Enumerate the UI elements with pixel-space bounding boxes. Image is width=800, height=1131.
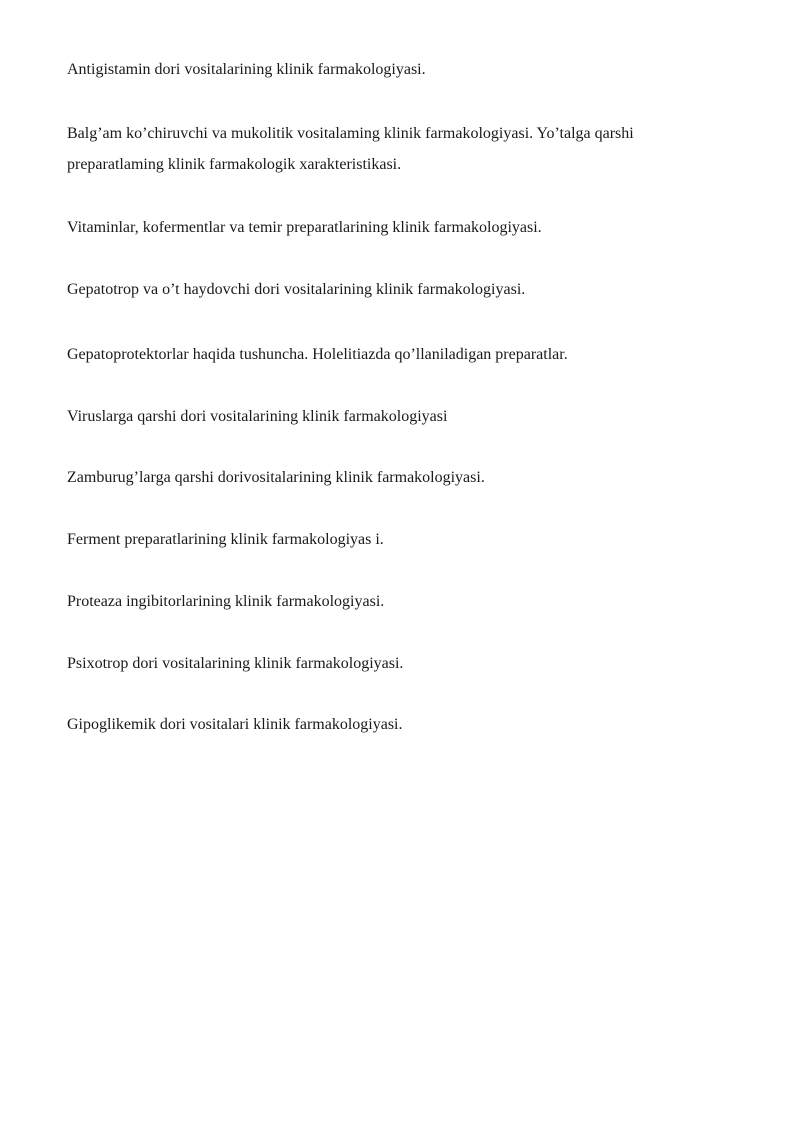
- topic-item: Proteaza ingibitorlarining klinik farmakologiyasi.: [67, 593, 385, 610]
- topic-item: Vitaminlar, kofermentlar va temir preparatlarining klinik farmakologiyasi.: [67, 219, 542, 236]
- topic-item: Gepatotrop va o’t haydovchi dori vositalarining klinik farmakologiyasi.: [67, 281, 526, 298]
- topic-item: Gepatoprotektorlar haqida tushuncha. Holelitiazda qo’llaniladigan preparatlar.: [67, 346, 568, 363]
- topic-item: Ferment preparatlarining klinik farmakologiyas i.: [67, 531, 384, 548]
- topic-item: Psixotrop dori vositalarining klinik farmakologiyasi.: [67, 655, 404, 672]
- topic-item: Antigistamin dori vositalarining klinik farmakologiyasi.: [67, 61, 426, 78]
- topic-item: Zamburug’larga qarshi dorivositalarining klinik farmakologiyasi.: [67, 469, 485, 486]
- topic-item: Gipoglikemik dori vositalari klinik farmakologiyasi.: [67, 716, 403, 733]
- topic-item: Balg’am ko’chiruvchi va mukolitik vositalaming klinik farmakologiyasi. Yo’talga qarshi preparatlaming klinik farmakologik xarakteristikasi.: [67, 125, 634, 173]
- topic-item: Viruslarga qarshi dori vositalarining klinik farmakologiyasi: [67, 408, 448, 425]
